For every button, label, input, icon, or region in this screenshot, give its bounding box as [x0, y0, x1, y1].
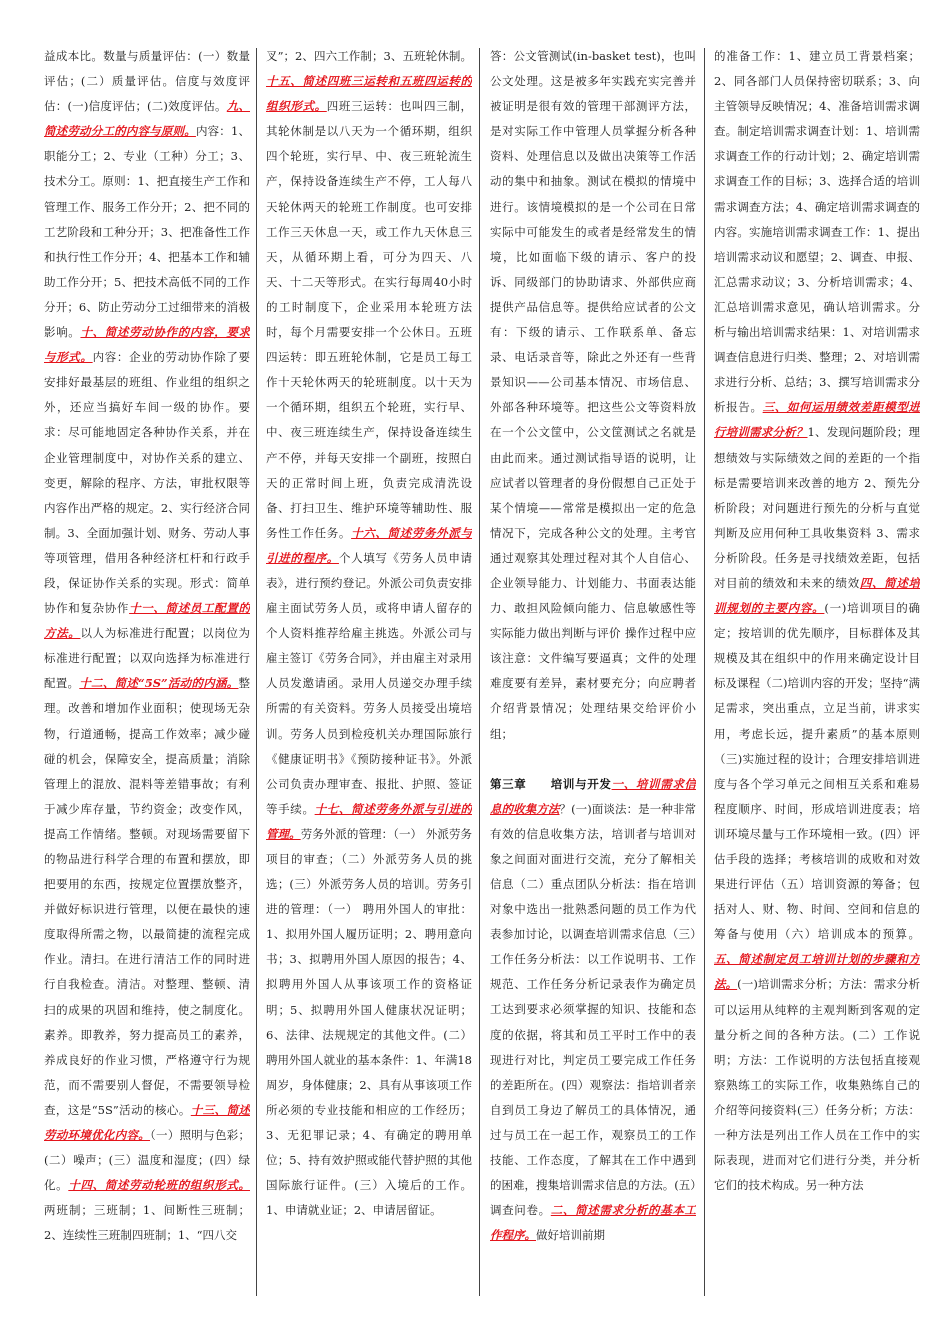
- body-text: 两班制；三班制；1、间断性三班制；2、连续性三班制四班制；1、“四八交: [44, 1203, 250, 1243]
- text-column-1: [44, 44, 250, 1300]
- body-text: 内容：1、职能分工；2、专业（工种）分工；3、技术分工。原则：1、把直接生产工作和管理工作、服务工作分开；2、把不同的工艺阶段和工种分开；3、把准备性工作和执行性工作分开；4、把基本工作和辅助工作分开；5、把技术高低不同的工作分开；6、防止劳动分工过细带来的消极影响。: [44, 124, 250, 340]
- body-text: 整理。改善和增加作业面积；使现场无杂物，行道通畅，提高工作效率；减少碰碰的机会，保障安全，提高质量；消除管理上的混放、混料等差错事故；有利于减少库存量，节约资金；改变作风，提高工作情绪。整顿。对现场需要留下的物品进行科学合理的布置和摆放，即把要用的东西，按规定位置摆放整齐，并做好标识进行管理，以便在最快的速度取得所需之物，以最简捷的流程完成作业。清扫。在进行清洁工作的同时进行自我检查。清洁。对整理、整顿、清扫的成果的巩固和维持，使之制度化。素养。即教养，努力提高员工的素养，养成良好的作业习惯，严格遵守行为规范，而不需要别人督促，不需要领导检查，这是“5S”活动的核心。: [44, 676, 250, 1117]
- body-text: 答：公文管测试(in-basket test)，也叫公文处理。这是被多年实践充实完善并被证明是很有效的管理干部测评方法，是对实际工作中管理人员掌握分析各种资料、处理信息以及做出决策等工作活动的集中和抽象。测试在模拟的情境中进行。该情境模拟的是一个公司在日常实际中可能发生的或者是经常发生的情境，比如面临下级的请示、客户的投诉、同级部门的协助请求、外部供应商提供产品信息等。提供给应试者的公文有：下级的请示、工作联系单、备忘录、电话录音等，除此之外还有一些背景知识——公司基本情况、市场信息、外部各种环境等。把这些公文等资料放在一个公文筐中，公文筐测试之名就是由此而来。通过测试指导语的说明，让应试者以管理者的身份假想自己正处于某个情境——常常是模拟出一定的危急情况下，完成各种公文的处理。主考官通过观察其处理过程对其个人自信心、企业领导能力、计划能力、书面表达能力、敢担风险倾向能力、信息敏感性等实际能力做出判断与评价 操作过程中应该注意：文件编写要逼真；文件的处理难度要有差异，素材要充分；向应聘者介绍背景情况；处理结果交给评价小组；: [490, 49, 696, 741]
- body-text: ？(一)面谈法：是一种非常有效的信息收集方法，培训者与培训对象之间面对面进行交流，充分了解相关信息（二）重点团队分析法：指在培训对象中选出一批熟悉问题的员工作为代表参加讨论，以调查培训需求信息（三）工作任务分析法：以工作说明书、工作规范、工作任务分析记录表作为确定员工达到要求必须掌握的知识、技能和态度的依据，将其和员工平时工作中的表现进行对比，判定员工要完成工作任务的差距所在。(四）观察法：指培训者亲自到员工身边了解员工的具体情况，通过与员工在一起工作，观察员工的工作技能、工作态度，了解其在工作中遇到的困难，搜集培训需求信息的方法。(五）调查问卷。: [490, 801, 696, 1218]
- column-divider: [704, 48, 705, 1296]
- chapter-heading: 第三章 培训与开发: [490, 776, 612, 791]
- body-text: 四班三运转：也叫四三制，其轮休制是以八天为一个循环期，组织四个轮班，实行早、中、夜三班轮流生产，保持设备连续生产不停，工人每八天轮休两天的轮班工作制度。也可安排工作三天休息一天，或工作九天休息三天，从循环期上看，可分为四天、八天、十二天等形式。在实行每周40小时的工时制度下，企业采用本轮班方法时，每个月需要安排一个公休日。五班四运转：即五班轮休制，它是员工每工作十天轮休两天的轮班制度。以十天为一个循环期，组织五个轮班，实行早、中、夜三班连续生产，保持设备连续生产不停，并每天安排一个副班，按照白天的正常时间上班，负责完成清洗设备、打扫卫生、维护环境等辅助性、服务性工作任务。: [266, 99, 472, 540]
- section-heading: 十、简述劳动协作的内容，要求与形式。: [44, 325, 250, 365]
- body-text: （一）照明与色彩；(二）噪声；(三）温度和湿度；(四）绿化。: [44, 1128, 250, 1193]
- section-heading: 二、简述需求分析的基本工作程序。: [490, 1203, 696, 1243]
- body-text: (一)培训需求分析；方法：需求分析可以运用从纯粹的主观判断到客观的定量分析之间的各种方法。(二）工作说明；方法：工作说明的方法包括直接观察熟练工的实际工作，收集熟练自己的介绍等问接资料(三）任务分析；方法：一种方法是列出工作人员在工作中的实际表现，进而对它们进行分类，并分析它们的技术构成。另一种方法: [714, 977, 920, 1193]
- section-heading: 五、简述制定员工培训计划的步骤和方法。: [714, 952, 920, 992]
- section-heading: 十五、简述四班三运转和五班四运转的组织形式。: [266, 74, 472, 114]
- column-divider: [479, 48, 480, 1296]
- body-text: 益成本比。数量与质量评估：(一）数量评估；(二）质量评估。信度与效度评估：(一)信度评估；(二)效度评估。: [44, 49, 250, 114]
- body-text: 内容：企业的劳动协作除了要安排好最基层的班组、作业组的组织之外，还应当搞好车间一级的协作。要求：尽可能地固定各种协作关系，并在企业管理制度中，对协作关系的建立、变更，解除的程序、方法，审批权限等内容作出严格的规定。2、实行经济合同制。3、全面加强计划、财务、劳动人事等项管理，借用各种经济杠杆和行政手段，保证协作关系的实现。形式：简单协作和复杂协作: [44, 350, 250, 616]
- section-heading: 四、简述培训规划的主要内容。: [714, 575, 920, 616]
- section-heading: 十二、简述“5S”活动的内涵。: [79, 676, 239, 691]
- body-text: 劳务外派的管理：（一） 外派劳务项目的审查；（二）外派劳务人员的挑选；(三）外派劳务人员的培训。劳务引进的管理：（一） 聘用外国人的审批：1、拟用外国人履历证明；2、聘用意向书；3、拟聘用外国人原因的报告；4、拟聘用外国人从事该项工作的资格证明；5、拟聘用外国人健康状况证明；6、法律、法规规定的其他文件。(二）聘用外国人就业的基本条件：1、年满18周岁，身体健康；2、具有从事该项工作所必须的专业技能和相应的工作经历；3、无犯罪记录；4、有确定的聘用单位；5、持有效护照或能代替护照的其他国际旅行证件。(三）入境后的工作。1、申请就业证；2、申请居留证。: [266, 826, 472, 1218]
- body-text: 叉”；2、四六工作制；3、五班轮休制。: [266, 49, 472, 63]
- text-column-2: [266, 44, 472, 1300]
- body-text: 个人填写《劳务人员申请表》，进行预约登记。外派公司负责安排雇主面试劳务人员，或将申请人留存的个人资料推荐给雇主挑选。外派公司与雇主签订《劳务合同》，并由雇主对录用人员发邀请函。录用人员递交办理手续所需的有关资料。劳务人员接受出境培训。劳务人员到检疫机关办理国际旅行《健康证明书》《预防接种证书》。外派公司负责办理审查、报批、护照、签证等手续。: [266, 550, 472, 816]
- section-heading: 十三、简述劳动环境优化内容。: [44, 1102, 250, 1143]
- page: [44, 44, 920, 1300]
- section-heading: 十一、简述员工配置的方法。: [44, 601, 250, 641]
- body-text: 以人为标准进行配置；以岗位为标准进行配置；以双向选择为标准进行配置。: [44, 626, 250, 691]
- section-heading: 三、如何运用绩效差距模型进行培训需求分析？: [714, 400, 920, 440]
- body-text: 1、发现问题阶段；理想绩效与实际绩效之间的差距的一个指标是需要培训来改善的地方 2、预先分析阶段；对问题进行预先的分析与直觉判断及应用何种工具收集资料 3、需求分析阶段。任务是寻找绩效差距，包括对目前的绩效和未来的绩效: [714, 425, 920, 590]
- section-heading: 十七、简述劳务外派与引进的管理。: [266, 801, 472, 841]
- section-heading: 十六、简述劳务外派与引进的程序。: [266, 525, 472, 565]
- body-text: (一)培训项目的确定；按培训的优先顺序，目标群体及其规模及其在组织中的作用来确定设计目标及课程（二)培训内容的开发；坚持“满足需求，突出重点，立足当前，讲求实用，考虑长远，提升素质”的基本原则（三)实施过程的设计；合理安排培训进度与各个学习单元之间相互关系和难易程度顺序、时间，形成培训进度表；培训环境尽量与工作环境相一致。(四）评估手段的选择；考核培训的成败和对效果进行评估（五）培训资源的筹备；包括对人、财、物、时间、空间和信息的筹备与使用（六）培训成本的预算。: [714, 601, 920, 942]
- section-heading: 一、培训需求信息的收集方法: [490, 776, 696, 816]
- text-column-4: [714, 44, 920, 1300]
- text-column-3: [490, 44, 696, 1300]
- body-text: 的准备工作：1、建立员工背景档案；2、同各部门人员保持密切联系；3、向主管领导反映情况；4、准备培训需求调查。制定培训需求调查计划：1、培训需求调查工作的行动计划；2、确定培训需求调查工作的目标；3、选择合适的培训需求调查方法；4、确定培训需求调查的内容。实施培训需求调查工作：1、提出培训需求动议和愿望；2、调查、申报、汇总需求动议；3、分析培训需求；4、汇总培训需求意见，确认培训需求。分析与输出培训需求结果：1、对培训需求调查信息进行归类、整理；2、对培训需求进行分析、总结；3、撰写培训需求分析报告。: [714, 49, 920, 415]
- section-heading: 十四、简述劳动轮班的组织形式。: [68, 1178, 250, 1193]
- column-divider: [256, 48, 257, 1296]
- section-heading: 九、简述劳动分工的内容与原则。: [44, 99, 250, 139]
- body-text: 做好培训前期: [536, 1228, 605, 1243]
